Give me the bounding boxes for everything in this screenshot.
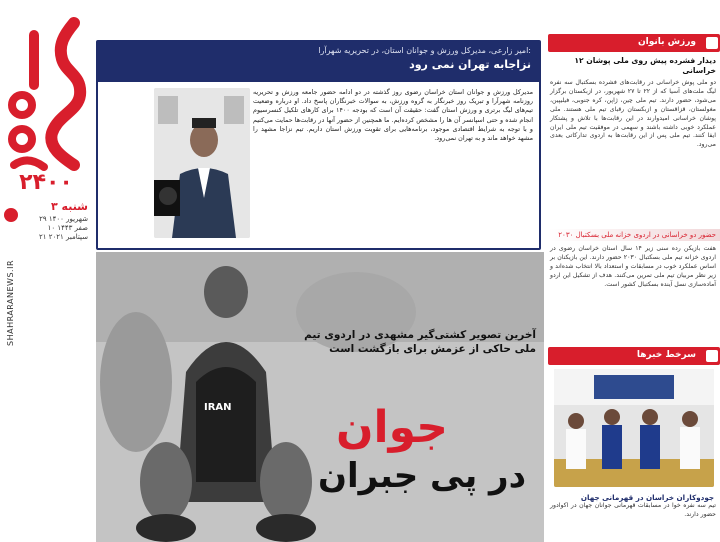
newspaper-logo: [4, 10, 88, 190]
judo-team-image: [554, 369, 714, 487]
judo-caption[interactable]: جودوکاران خراسان در قهرمانی جهان: [580, 493, 714, 502]
top-article-body: مدیرکل ورزش و جوانان استان خراسان رضوی روز گذشته در دو ادامه حضور جامعه ورزش و تحریریه روزنامه شهرآرا و تبریک روز خبرنگار به گروه ورزش، به سوالات خبرنگاران پاسخ داد. او درباره وضعیت تیم‌های لیگ برتری و ورزش استان گفت: حقیقت آن است که بودجه ۱۴۰۰ برای کارهای تلکیل کنسرسیوم انجام شده و حتی اسپانسر آن ‌ها را مشخص کرده‌ایم. ما همچنین از حضور آنها در رقابت‌ها حمایت می‌کنیم و با توجه به شرایط اقتصادی موجود، برنامه‌هایی برای تقویت ورزش استان داریم. تیم نزاجا مشهد را مشهد خواهد ماند و به تهران نمی‌رود.: [253, 88, 533, 143]
section2-kicker[interactable]: حضور دو خراسانی در اردوی خزانه ملی بسکتبال ۲۰۳۰: [558, 231, 716, 239]
masthead: [0, 0, 92, 542]
section-tag-label: ورزش بانوان: [637, 37, 696, 47]
top-article-headline[interactable]: نزاجابه تهران نمی رود: [409, 58, 531, 71]
section2-body: هفت بازیکن رده سنی زیر ۱۴ سال استان خراسان رضوی در اردوی خزانه تیم ملی بسکتبال ۲۰۳۰ حضور دارند. این بازیکنان بر اساس عملکرد خوب در مسابقات و استعداد بالا انتخاب شده‌اند و زیر نظر مربیان تیم ملی تمرین می‌کنند. هدف از تشکیل این اردو آماده‌سازی نسل آینده بسکتبال کشور است.: [550, 245, 716, 288]
section-tag-label: سرخط خبرها: [636, 350, 696, 360]
section-icon: [706, 37, 718, 49]
hero-subheadline[interactable]: آخرین تصویر کشتی‌گیر مشهدی در اردوی تیم ملی حاکی از عزمش برای بازگشت است: [304, 329, 536, 355]
issue-number: ۲۴۰۰: [19, 170, 73, 195]
date-gregorian: ۲۱ سپتامبر ۲۰۲۱: [39, 233, 88, 241]
price-badge-icon: [4, 208, 18, 222]
website-url[interactable]: SHAHRARANEWS.IR: [6, 260, 15, 346]
right-column: [548, 34, 720, 542]
date-box: [6, 200, 88, 256]
section1-body: دو ملی پوش خراسانی در رقابت‌های فشرده بسکتبال سه نفره لیگ ملت‌های آسیا که از ۲۲ تا ۲۷ شهریور، در ازبکستان برگزار می‌شود، حضور دارند. تیم ملی چین، ژاپن، کره جنوبی، فیلیپین، مغولستان، قزاقستان و ازبکستان رقبای تیم ملی هستند. ملی پوشان خراسانی امیدوارند در این رقابت‌ها با تلاش و پشتکار عملکرد خوبی داشته باشند و سهمی در موفقیت تیم ملی ایران ایفا کنند. تیم ملی پس از این رقابت‌ها به اردوی تدارکاتی بعدی می‌رود.: [550, 79, 716, 149]
date-hijri: ۱۰ صفر ۱۴۴۳: [47, 224, 88, 232]
wrestler-image: [96, 252, 544, 542]
hero-title-line2[interactable]: در پی جبران: [318, 456, 527, 496]
hero-title-line1[interactable]: جوان: [336, 402, 448, 453]
singlet-text: IRAN: [204, 402, 232, 413]
top-article-header: [98, 42, 539, 82]
hero-caption: [296, 328, 536, 356]
section-icon: [706, 350, 718, 362]
top-article[interactable]: [96, 40, 541, 250]
official-photo: [154, 88, 250, 238]
section-tag-women-sports[interactable]: [548, 34, 720, 52]
dates: [6, 215, 88, 242]
section1-headline[interactable]: ۱۲ دیدار فشرده پیش روی ملی پوشان خراسانی: [574, 56, 716, 75]
date-jalali: ۲۹ شهریور ۱۴۰۰: [39, 215, 88, 223]
weekday: ۳ شنبه: [50, 200, 88, 213]
section-tag-headlines[interactable]: [548, 347, 720, 365]
section3-body: تیم سه نفره خوا در مسابقات قهرمانی جوانان جهان در اکوادور حضور دارند.: [550, 502, 716, 518]
section2-divider: [548, 229, 720, 241]
hero-photo[interactable]: [96, 252, 544, 542]
official-photo-image: [154, 88, 250, 238]
website-strip: [6, 260, 16, 510]
judo-team-photo: [554, 369, 714, 487]
top-article-kicker: امیر زارعی، مدیرکل ورزش و جوانان استان، در تحریریه شهرآرا:: [318, 46, 531, 55]
